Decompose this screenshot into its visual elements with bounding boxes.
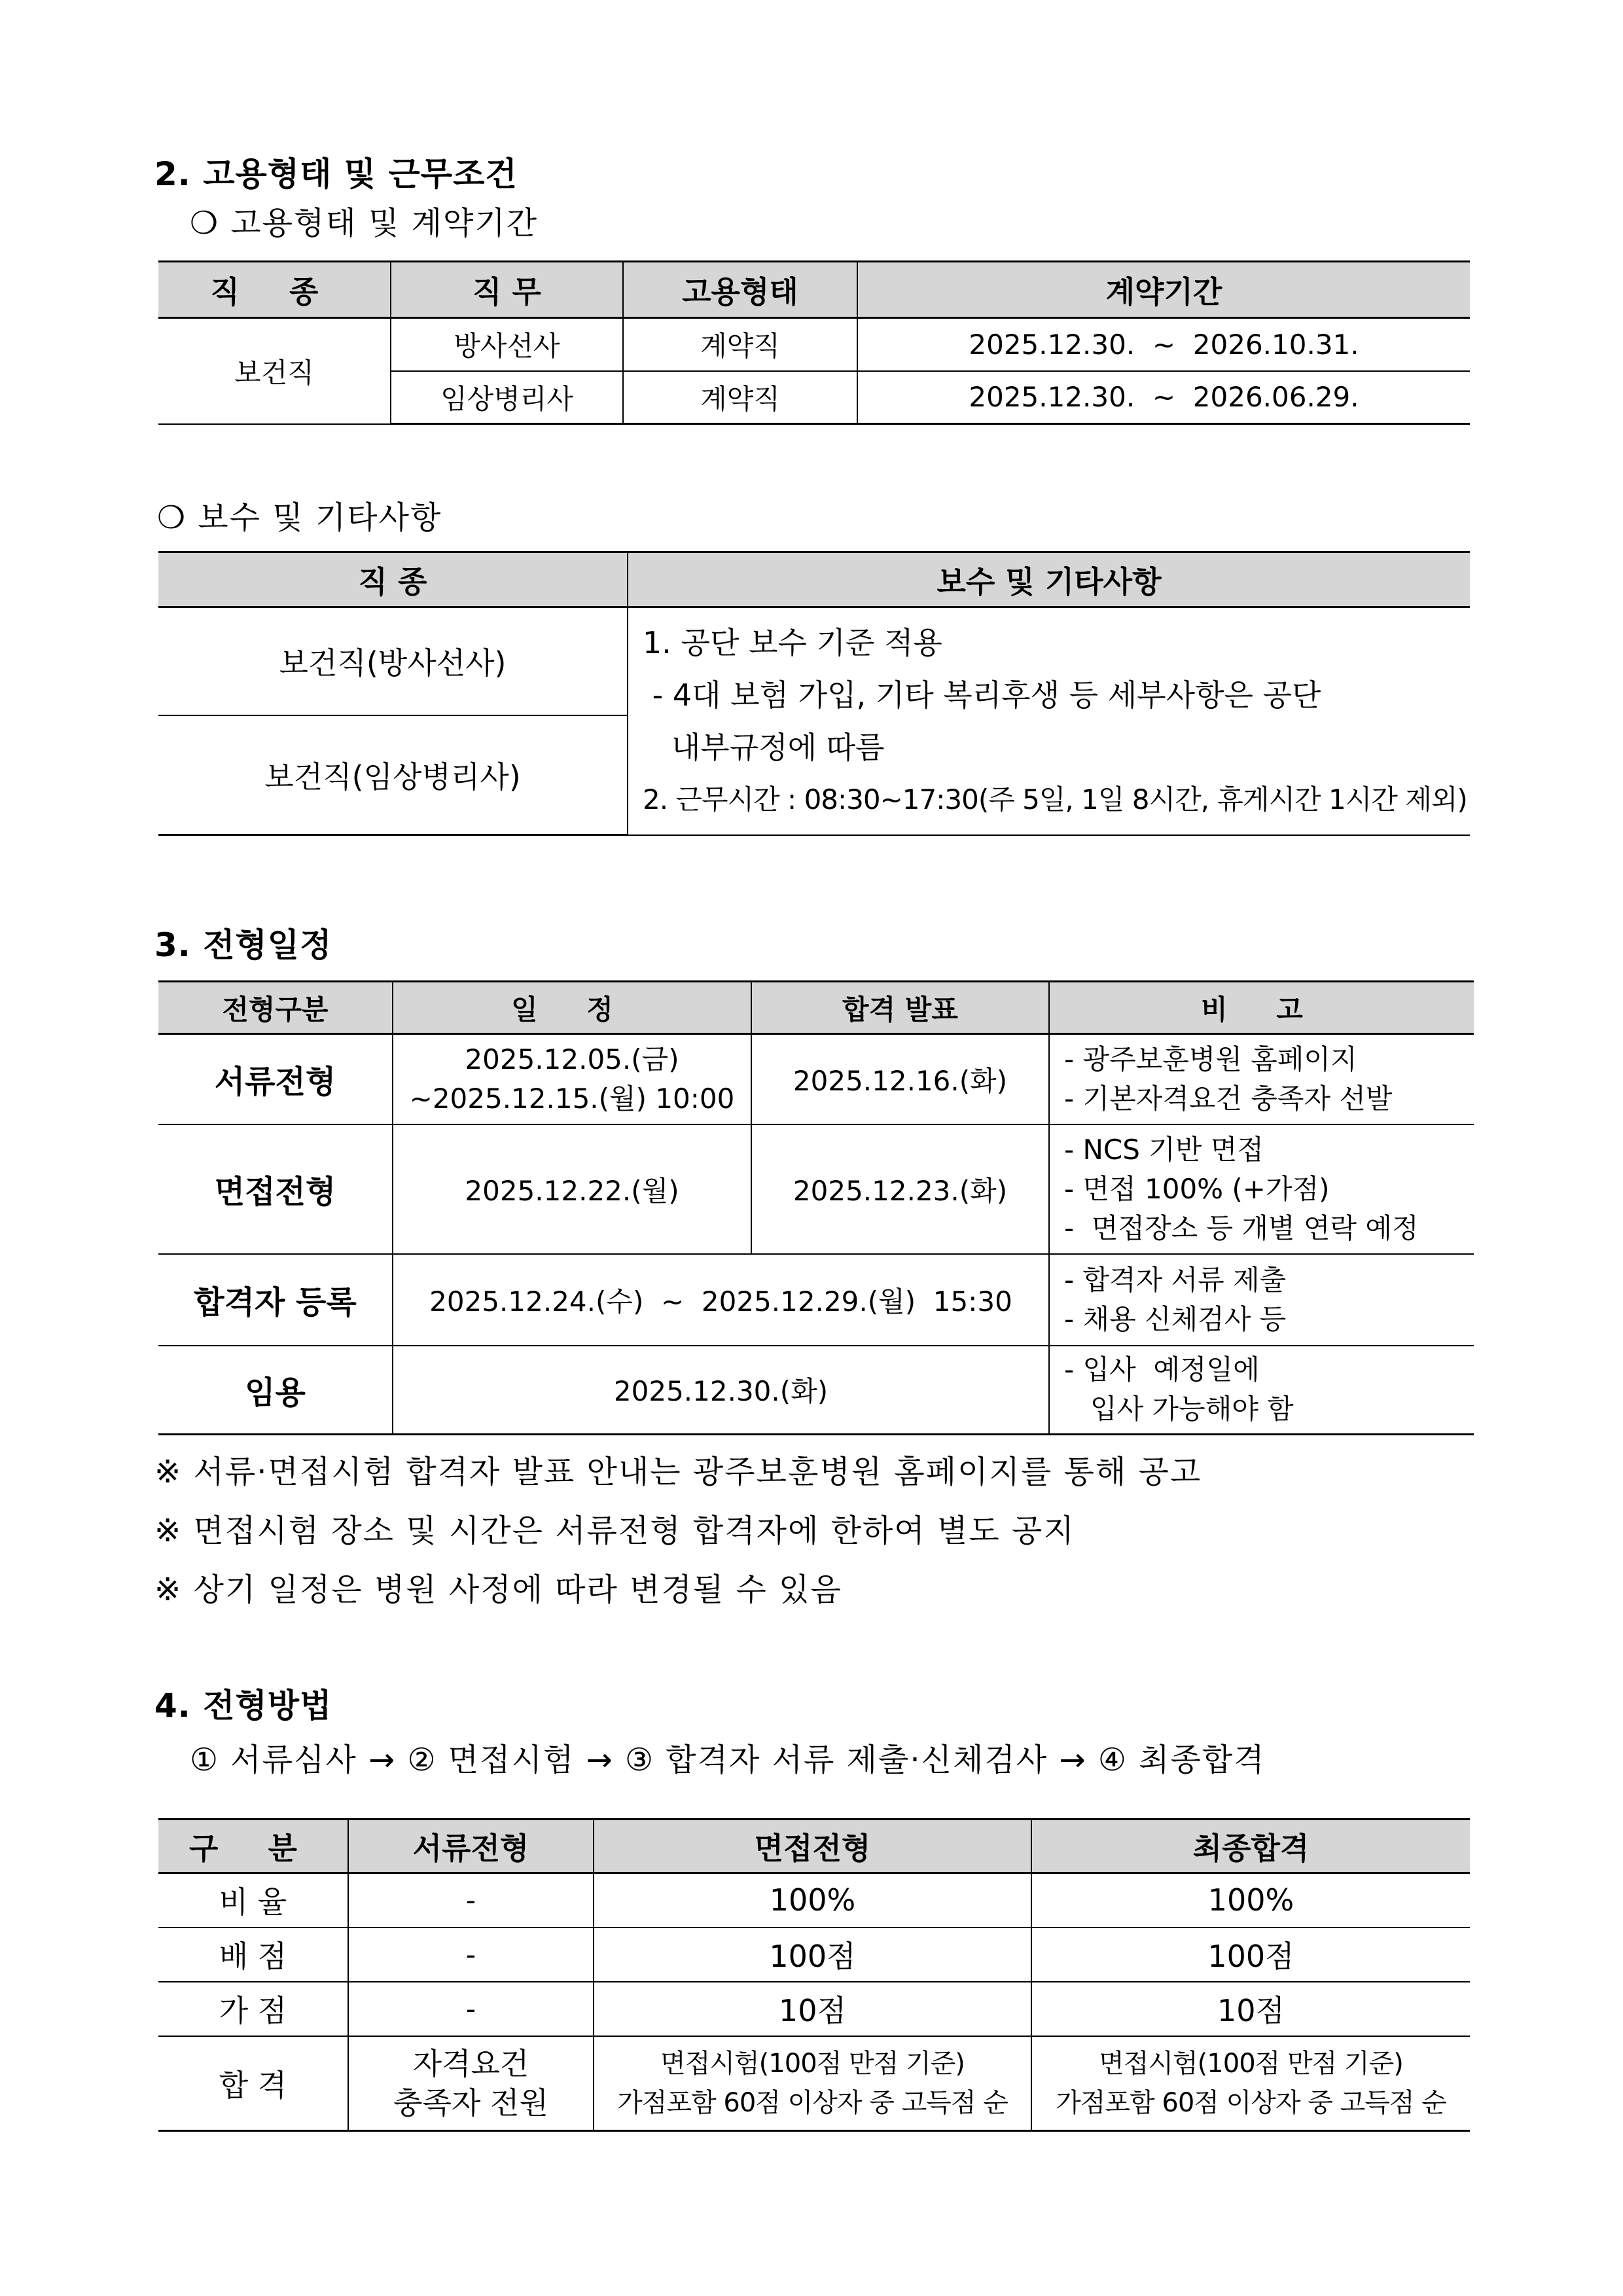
schedule-line: 2025.12.05.(금) <box>465 1043 679 1075</box>
duty-cell: 방사선사 <box>391 318 623 371</box>
subsection-pay-other: ❍ 보수 및 기타사항 <box>157 499 442 536</box>
schedule-line: ~2025.12.15.(월) 10:00 <box>409 1082 735 1115</box>
table-row <box>158 1346 1474 1435</box>
pass-line: 가점포함 60점 이상자 중 고득점 순 <box>1056 2087 1446 2118</box>
employment-contract-table <box>158 260 1470 425</box>
document-cell: - <box>348 1873 594 1928</box>
header-category: 구 분 <box>158 1820 348 1873</box>
job-category-cell: 보건직(임상병리사) <box>158 715 628 835</box>
interview-cell: 100% <box>594 1873 1031 1928</box>
job-category-cell: 보건직(방사선사) <box>158 607 628 715</box>
announcement-cell: 2025.12.16.(화) <box>751 1034 1049 1124</box>
subsection-employment-contract: ❍ 고용형태 및 계약기간 <box>190 205 539 242</box>
pass-line: 가점포함 60점 이상자 중 고득점 순 <box>617 2087 1008 2118</box>
remark-line: - 광주보훈병원 홈페이지 <box>1064 1043 1357 1075</box>
pass-line: 면접시험(100점 만점 기준) <box>1099 2048 1403 2079</box>
pass-line: 자격요건 <box>412 2045 529 2081</box>
remark-line: - NCS 기반 면접 <box>1064 1133 1264 1166</box>
employment-type-cell: 계약직 <box>623 318 857 371</box>
header-employment-type: 고용형태 <box>623 262 857 318</box>
table-row <box>158 607 1470 715</box>
duty-cell: 임상병리사 <box>391 371 623 424</box>
document-cell: - <box>348 1982 594 2036</box>
selection-schedule-table <box>158 980 1474 1435</box>
selection-method-table <box>158 1818 1470 2132</box>
row-label: 합 격 <box>158 2036 348 2131</box>
schedule-cell: 2025.12.24.(수) ~ 2025.12.29.(월) 15:30 <box>393 1254 1049 1346</box>
row-label: 비 율 <box>158 1873 348 1928</box>
pay-detail-line: 2. 근무시간 : 08:30~17:30(주 5일, 1일 8시간, 휴게시간 1시간 제외) <box>643 783 1467 816</box>
table-row <box>158 318 1470 371</box>
final-cell <box>1031 2036 1470 2131</box>
selection-flow: ① 서류심사 → ② 면접시험 → ③ 합격자 서류 제출·신체검사 → ④ 최종합격 <box>190 1742 1266 1778</box>
remark-line: - 채용 신체검사 등 <box>1064 1302 1287 1335</box>
header-interview: 면접전형 <box>594 1820 1031 1873</box>
stage-cell: 합격자 등록 <box>158 1254 393 1346</box>
interview-cell: 10점 <box>594 1982 1031 2036</box>
section-4-title: 4. 전형방법 <box>154 1687 332 1725</box>
table-row <box>158 1034 1474 1124</box>
stage-cell: 임용 <box>158 1346 393 1435</box>
final-cell: 100% <box>1031 1873 1470 1928</box>
table-row <box>158 1873 1470 1928</box>
remarks-cell <box>1049 1254 1474 1346</box>
remark-line: - 면접장소 등 개별 연락 예정 <box>1064 1211 1419 1244</box>
stage-cell: 면접전형 <box>158 1124 393 1254</box>
pass-line: 충족자 전원 <box>393 2085 548 2121</box>
employment-type-cell: 계약직 <box>623 371 857 424</box>
schedule-cell: 2025.12.22.(월) <box>393 1124 751 1254</box>
document-cell: - <box>348 1928 594 1982</box>
contract-period-cell: 2025.12.30. ~ 2026.06.29. <box>857 371 1470 424</box>
final-cell: 10점 <box>1031 1982 1470 2036</box>
remark-line: 입사 가능해야 함 <box>1064 1393 1294 1426</box>
header-announcement: 합격 발표 <box>751 982 1049 1034</box>
pay-other-table <box>158 551 1470 836</box>
schedule-note: ※ 서류·면접시험 합격자 발표 안내는 광주보훈병원 홈페이지를 통해 공고 <box>154 1454 1202 1490</box>
pay-detail-line: - 4대 보험 가입, 기타 복리후생 등 세부사항은 공단 <box>643 677 1321 713</box>
header-schedule: 일 정 <box>393 982 751 1034</box>
table-row <box>158 1928 1470 1982</box>
interview-cell: 100점 <box>594 1928 1031 1982</box>
remark-line: - 기본자격요건 충족자 선발 <box>1064 1082 1393 1115</box>
remarks-cell <box>1049 1124 1474 1254</box>
remarks-cell <box>1049 1034 1474 1124</box>
schedule-note: ※ 상기 일정은 병원 사정에 따라 변경될 수 있음 <box>154 1571 842 1608</box>
pay-details-cell <box>628 607 1470 835</box>
schedule-cell: 2025.12.30.(화) <box>393 1346 1049 1435</box>
remark-line: - 입사 예정일에 <box>1064 1354 1260 1386</box>
interview-cell <box>594 2036 1031 2131</box>
header-remarks: 비 고 <box>1049 982 1474 1034</box>
stage-cell: 서류전형 <box>158 1034 393 1124</box>
contract-period-cell: 2025.12.30. ~ 2026.10.31. <box>857 318 1470 371</box>
section-2-title: 2. 고용형태 및 근무조건 <box>154 155 518 193</box>
announcement-cell: 2025.12.23.(화) <box>751 1124 1049 1254</box>
header-contract-period: 계약기간 <box>857 262 1470 318</box>
remark-line: - 면접 100% (+가점) <box>1064 1172 1330 1205</box>
table-row <box>158 1254 1474 1346</box>
final-cell: 100점 <box>1031 1928 1470 1982</box>
header-job-category: 직 종 <box>158 262 391 318</box>
header-duty: 직 무 <box>391 262 623 318</box>
job-category-cell: 보건직 <box>158 318 391 424</box>
row-label: 배 점 <box>158 1928 348 1982</box>
table-row <box>158 2036 1470 2131</box>
section-3-title: 3. 전형일정 <box>154 926 332 964</box>
document-cell <box>348 2036 594 2131</box>
pay-detail-line: 내부규정에 따름 <box>643 729 885 765</box>
pass-line: 면접시험(100점 만점 기준) <box>660 2048 965 2079</box>
pay-detail-line: 1. 공단 보수 기준 적용 <box>643 624 942 660</box>
header-pay-other: 보수 및 기타사항 <box>628 552 1470 607</box>
schedule-note: ※ 면접시험 장소 및 시간은 서류전형 합격자에 한하여 별도 공지 <box>154 1513 1075 1549</box>
row-label: 가 점 <box>158 1982 348 2036</box>
header-stage: 전형구분 <box>158 982 393 1034</box>
table-row <box>158 1982 1470 2036</box>
header-final-pass: 최종합격 <box>1031 1820 1470 1873</box>
header-document-screening: 서류전형 <box>348 1820 594 1873</box>
header-job-category: 직 종 <box>158 552 628 607</box>
remark-line: - 합격자 서류 제출 <box>1064 1263 1287 1296</box>
remarks-cell <box>1049 1346 1474 1435</box>
table-row <box>158 1124 1474 1254</box>
schedule-cell <box>393 1034 751 1124</box>
